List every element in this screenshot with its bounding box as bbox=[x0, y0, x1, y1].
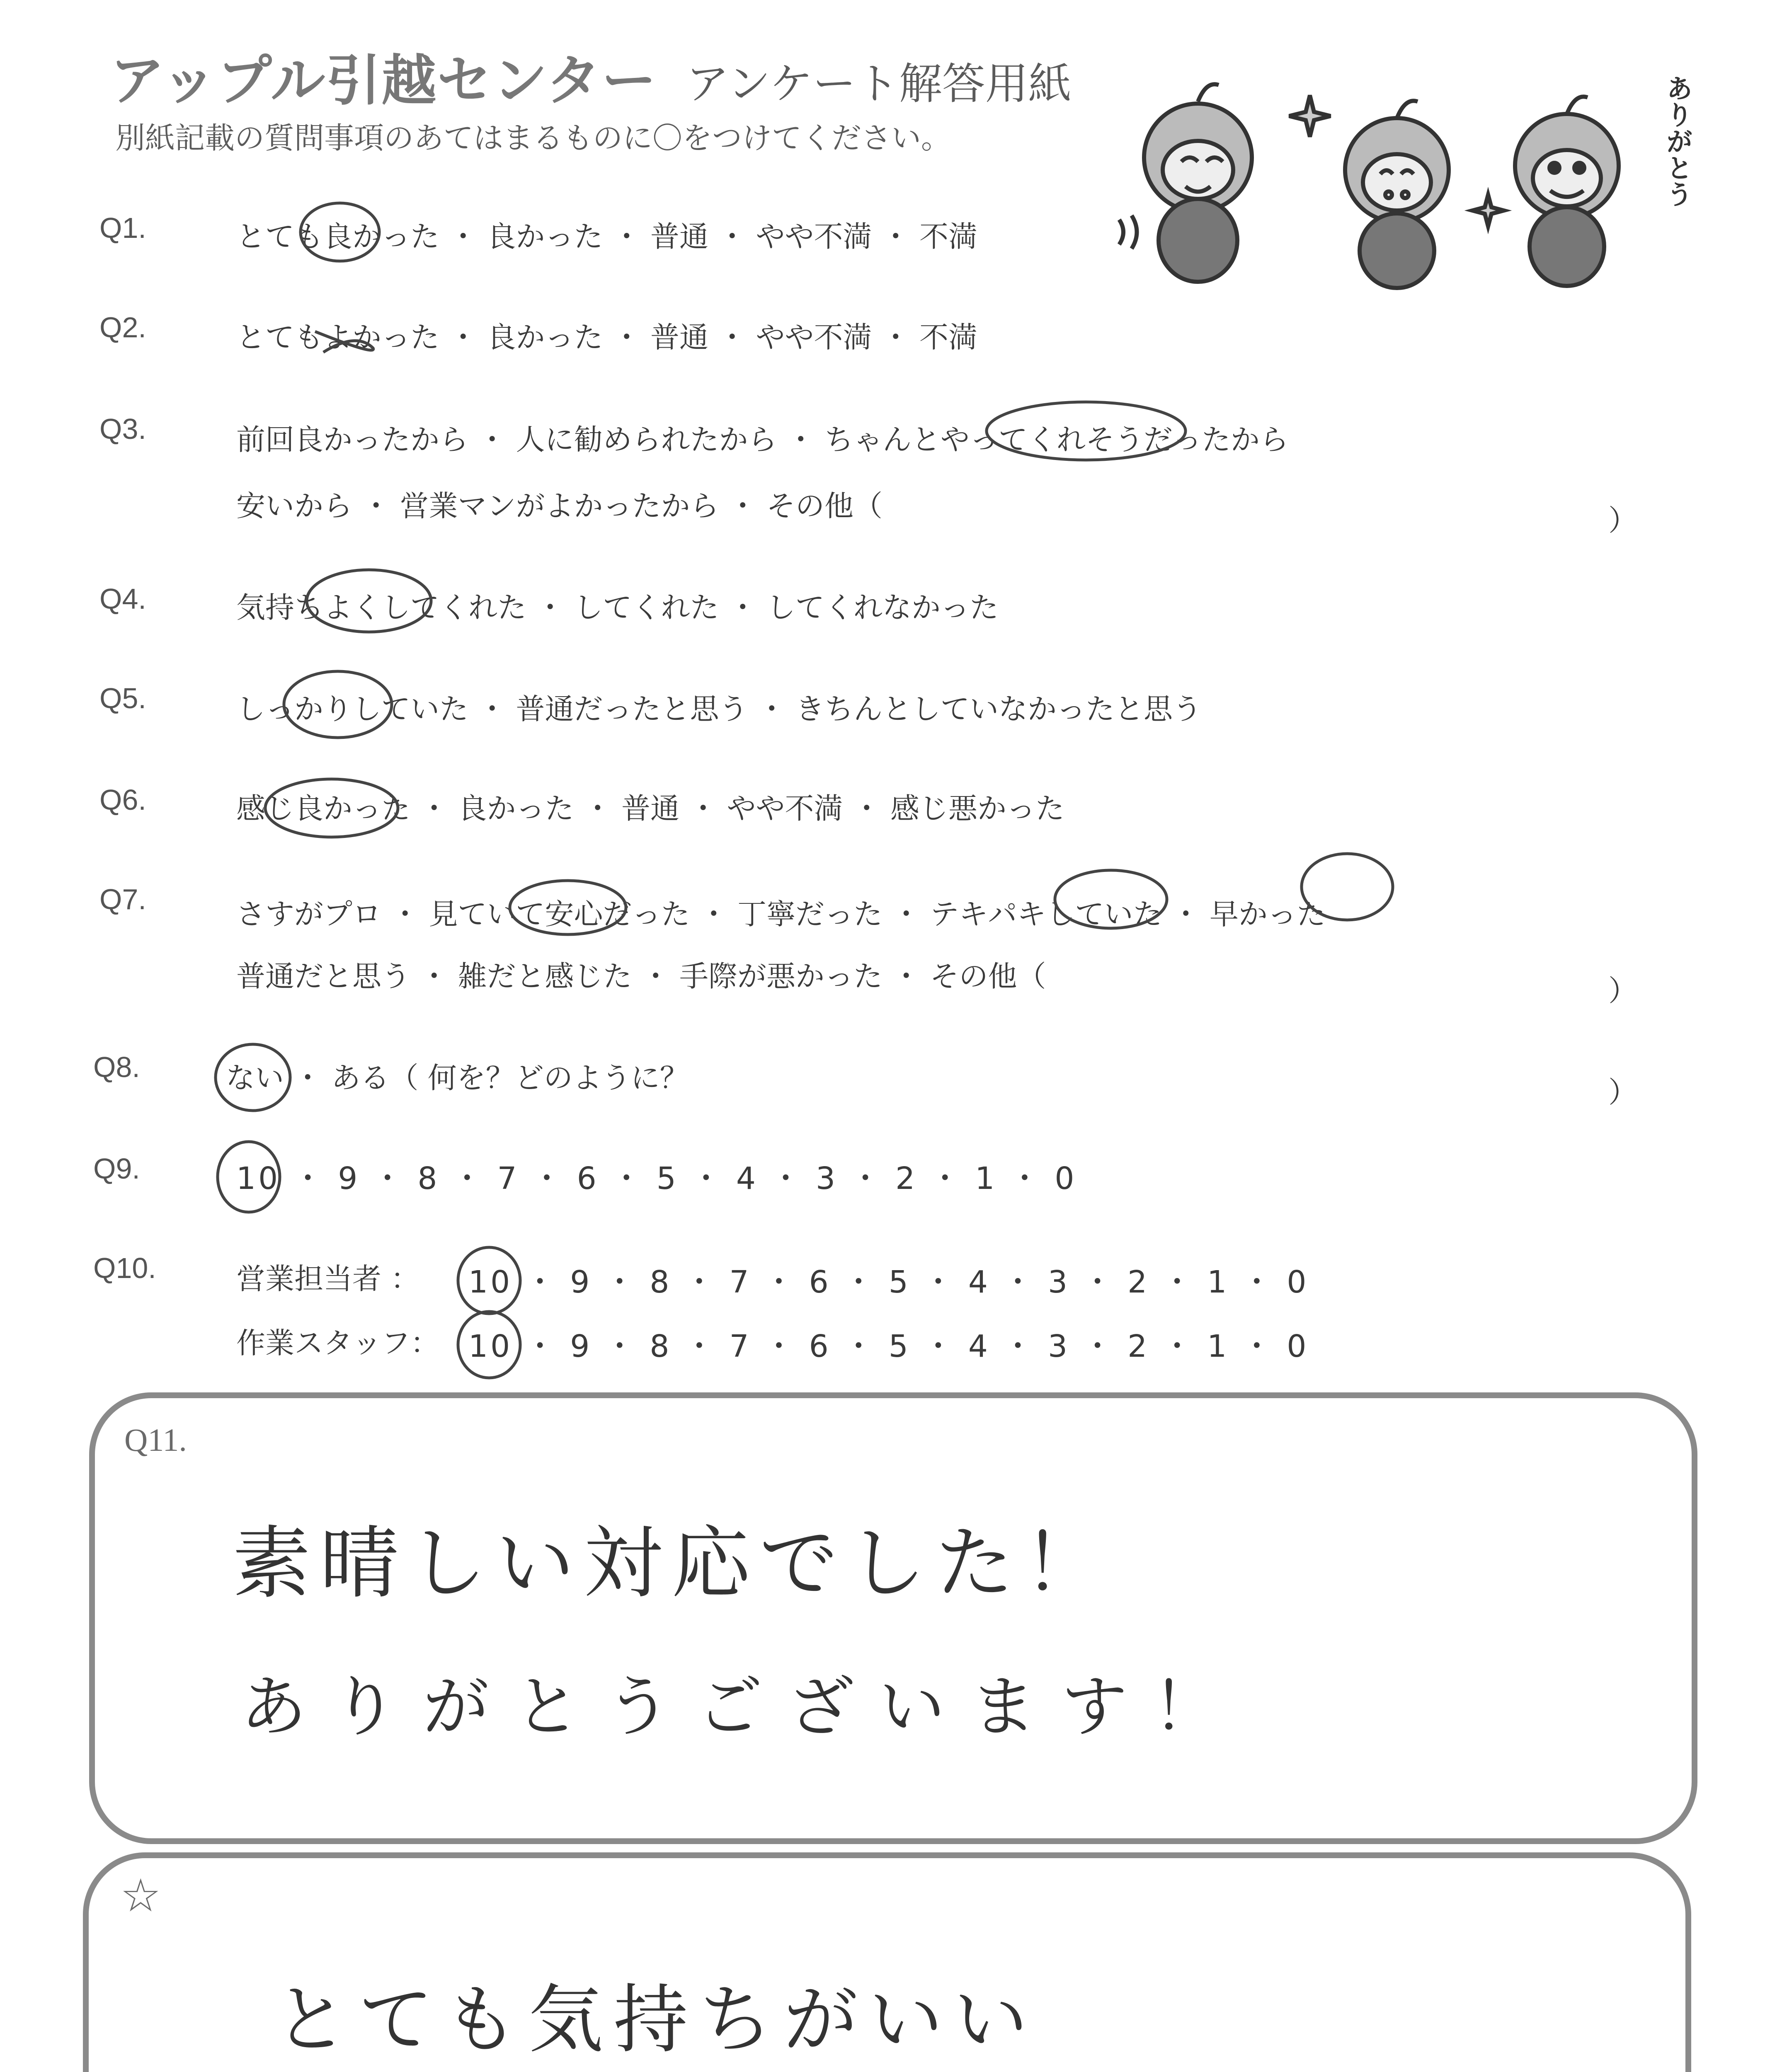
q3-number: Q3. bbox=[99, 413, 146, 445]
q11-handwritten-line2: ありがとうございます！ bbox=[240, 1668, 1244, 1745]
q10-staff-scale: 10 ・ 9 ・ 8 ・ 7 ・ 6 ・ 5 ・ 4 ・ 3 ・ 2 ・ 1 ・ 0 bbox=[468, 1329, 1309, 1364]
q10-sales-label: 営業担当者 ： bbox=[236, 1262, 420, 1296]
q10-sales-scale: 10 ・ 9 ・ 8 ・ 7 ・ 6 ・ 5 ・ 4 ・ 3 ・ 2 ・ 1 ・ 0 bbox=[468, 1264, 1309, 1300]
company-title: アップル引越センター bbox=[110, 49, 657, 113]
q5-number: Q5. bbox=[99, 682, 146, 714]
q10-staff-label: 作業スタッフ： bbox=[236, 1326, 439, 1360]
q6-number: Q6. bbox=[99, 784, 146, 816]
mascot-caption: ありがとう bbox=[1662, 75, 1692, 207]
q7-close-paren: ） bbox=[1608, 974, 1637, 1008]
q6-options: 感じ良かった ・ 良かった ・ 普通 ・ やや不満 ・ 感じ悪かった bbox=[236, 792, 1065, 825]
q7-number: Q7. bbox=[99, 883, 146, 915]
q2-options: とてもよかった ・ 良かった ・ 普通 ・ やや不満 ・ 不満 bbox=[236, 320, 978, 354]
q7-options-line1: さすがプロ ・ 見ていて安心だった ・ 丁寧だった ・ テキパキしていた ・ 早かった bbox=[236, 897, 1326, 931]
form-subtitle: アンケート解答用紙 bbox=[686, 58, 1072, 109]
q3-close-paren: ） bbox=[1608, 503, 1637, 537]
q4-number: Q4. bbox=[99, 583, 146, 615]
q7-options-line2: 普通だと思う ・ 雑だと感じた ・ 手際が悪かった ・ その他（ bbox=[236, 959, 1046, 993]
q3-options-line2: 安いから ・ 営業マンがよかったから ・ その他（ bbox=[236, 489, 883, 523]
q11-handwritten-line1: 素晴しい対応でした！ bbox=[232, 1518, 1111, 1609]
q4-options: 気持ちよくしてくれた ・ してくれた ・ してくれなかった bbox=[236, 591, 999, 625]
instruction-text: 別紙記載の質問事項のあてはまるものに〇をつけてください。 bbox=[115, 121, 951, 155]
q11-label: Q11. bbox=[124, 1422, 187, 1458]
q9-scale: 10 ・ 9 ・ 8 ・ 7 ・ 6 ・ 5 ・ 4 ・ 3 ・ 2 ・ 1 ・ 0 bbox=[236, 1161, 1077, 1196]
q8-close-paren: ） bbox=[1608, 1075, 1637, 1109]
star-handwritten-line1: とても気持ちがいい bbox=[274, 1977, 1039, 2063]
q11-comment-box bbox=[89, 1392, 1697, 1844]
star-label: ☆ bbox=[120, 1871, 161, 1921]
q2-number: Q2. bbox=[99, 311, 146, 344]
q8-options: ない ・ ある（ 何を？どのように？ bbox=[226, 1061, 689, 1095]
q3-options-line1: 前回良かったから ・ 人に勧められたから ・ ちゃんとやってくれそうだったから bbox=[236, 423, 1289, 457]
q1-number: Q1. bbox=[99, 212, 146, 244]
q5-options: しっかりしていた ・ 普通だったと思う ・ きちんとしていなかったと思う bbox=[236, 692, 1202, 726]
q9-number: Q9. bbox=[93, 1152, 140, 1185]
q10-number: Q10. bbox=[93, 1252, 156, 1284]
q1-options: とても良かった ・ 良かった ・ 普通 ・ やや不満 ・ 不満 bbox=[236, 220, 978, 254]
q8-number: Q8. bbox=[93, 1051, 140, 1083]
